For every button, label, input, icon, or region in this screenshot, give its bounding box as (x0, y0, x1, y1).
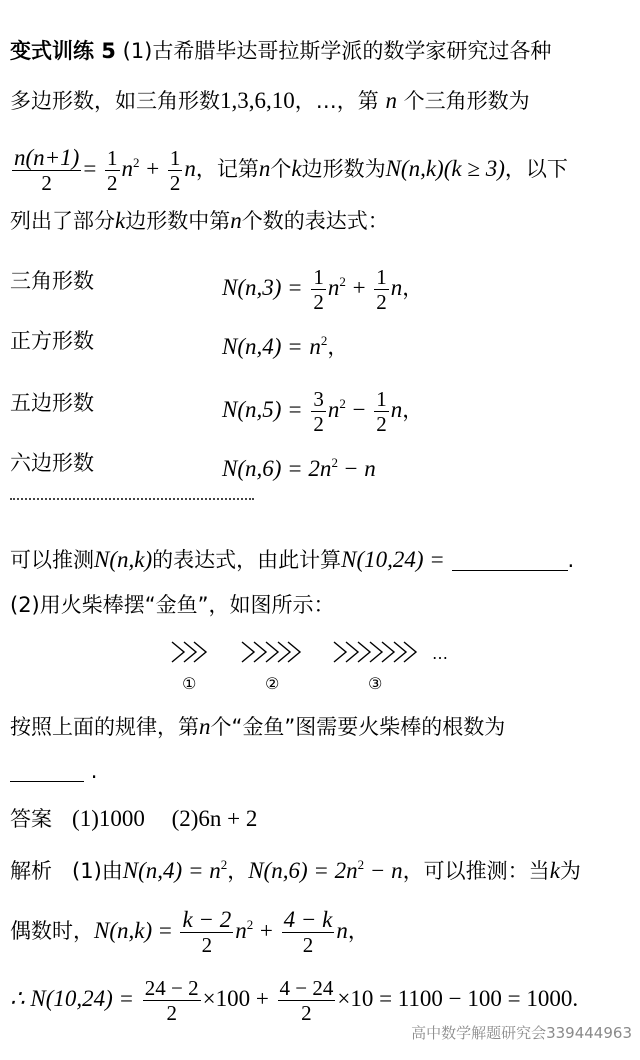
problem-line-1 (10, 36, 551, 66)
part2-question: 按照上面的规律，第n个“金鱼”图需要火柴棒的根数为 (10, 714, 506, 739)
row-label-square: 正方形数 (10, 329, 94, 353)
exp-2: 2 (133, 155, 140, 170)
plus-sign: + (146, 156, 160, 181)
problem-line-4 (10, 206, 389, 236)
analysis-line-1: 解析 (1)由$N(n,4) = n^2$，$N(n,6) = 2n^2 - n$，可以推测：当k为 (10, 857, 581, 883)
line2-text: 多边形数，如三角形数 (10, 89, 220, 113)
watermark: 高中数学解题研究会339444963 (411, 1024, 632, 1042)
row-formula-pentagonal: N(n,5) = $\frac{3}{2}$ $n^2$ − $\frac{1}{2}$ n， (222, 386, 424, 436)
ellipsis-dotted-line (10, 498, 254, 500)
problem-label: 变式训练 5 (10, 39, 116, 63)
triangular-sequence: 1,3,6,10 (220, 88, 295, 113)
triangular-fraction: $\frac{n(n+1)}{2}$ (14, 144, 80, 195)
line2-text-b: ，…，第 (294, 89, 379, 113)
half-fraction: $\frac{1}{2}$ (169, 145, 181, 195)
line3-text-d: 边形数为 (301, 157, 386, 181)
line3-text: ，记第 (195, 157, 259, 181)
line4-text-b: 边形数中第 (125, 209, 231, 233)
var-n: n (385, 88, 397, 113)
analysis-line-3: ∴ N(10,24) = $\frac{24 - 2}{2}$ ×100 + $\frac{4 - 24}{2}$ ×10 = 1100 − 100 = 1000. (10, 975, 579, 1025)
answer-blank-1[interactable] (452, 548, 568, 571)
row-label-pentagonal: 五边形数 (10, 391, 94, 415)
problem-line-3 (10, 134, 568, 198)
answer-line: 答案 (1)1000 (2)6n + 2 (10, 806, 258, 831)
line4-text: 列出了部分 (10, 209, 115, 233)
guess-line: 可以推测N(n,k)的表达式，由此计算N(10,24) = . (10, 547, 575, 572)
line3-text-c: 个 (270, 157, 292, 181)
line2-text-c: 个三角形数为 (403, 89, 530, 113)
fish-ellipsis: … (432, 644, 448, 663)
answer-blank-2[interactable] (10, 759, 84, 782)
row-formula-triangular: N(n,3) = $\frac{1}{2}$ $n^2$ + $\frac{1}{2}$ n， (222, 264, 424, 314)
line4-text-c: 个数的表达式： (241, 209, 389, 233)
part2-intro: (2)用火柴棒摆“金鱼”，如图所示： (10, 593, 335, 617)
fish-label-1: ① (182, 674, 197, 693)
eq-sign: = (83, 156, 97, 181)
fish-figure-3 (332, 636, 424, 668)
fish-label-2: ② (265, 674, 280, 693)
problem-line-2 (10, 86, 530, 116)
fish-figure-1 (170, 636, 212, 668)
var-n: n (121, 156, 134, 181)
fish-figure-2 (240, 636, 304, 668)
line1-text: 古希腊毕达哥拉斯学派的数学家研究过各种 (152, 39, 552, 63)
condition-k: (k ≥ 3) (443, 156, 505, 181)
line3-text-e: ，以下 (504, 157, 568, 181)
row-label-hexagonal: 六边形数 (10, 451, 94, 475)
var-n: n (184, 156, 196, 181)
half-fraction: $\frac{1}{2}$ (107, 145, 118, 195)
N-n-k: N(n,k) (385, 156, 444, 181)
row-formula-hexagonal: $N(n,6) = 2n^2 - n$ (222, 455, 376, 481)
part2-blank-line: . (10, 756, 97, 786)
var-n: n (258, 156, 271, 181)
var-k: k (115, 208, 126, 233)
fish-label-3: ③ (368, 674, 383, 693)
var-n: n (230, 208, 242, 233)
part1-number: (1) (122, 39, 153, 63)
var-k: k (291, 156, 302, 181)
row-formula-square: $N(n,4) = n^2$， (222, 333, 349, 359)
row-label-triangular: 三角形数 (10, 269, 94, 293)
analysis-line-2: 偶数时，N(n,k) = $\frac{k - 2}{2}$ $n^2$ + $\frac{4 - k}{2}$ n， (10, 906, 369, 957)
